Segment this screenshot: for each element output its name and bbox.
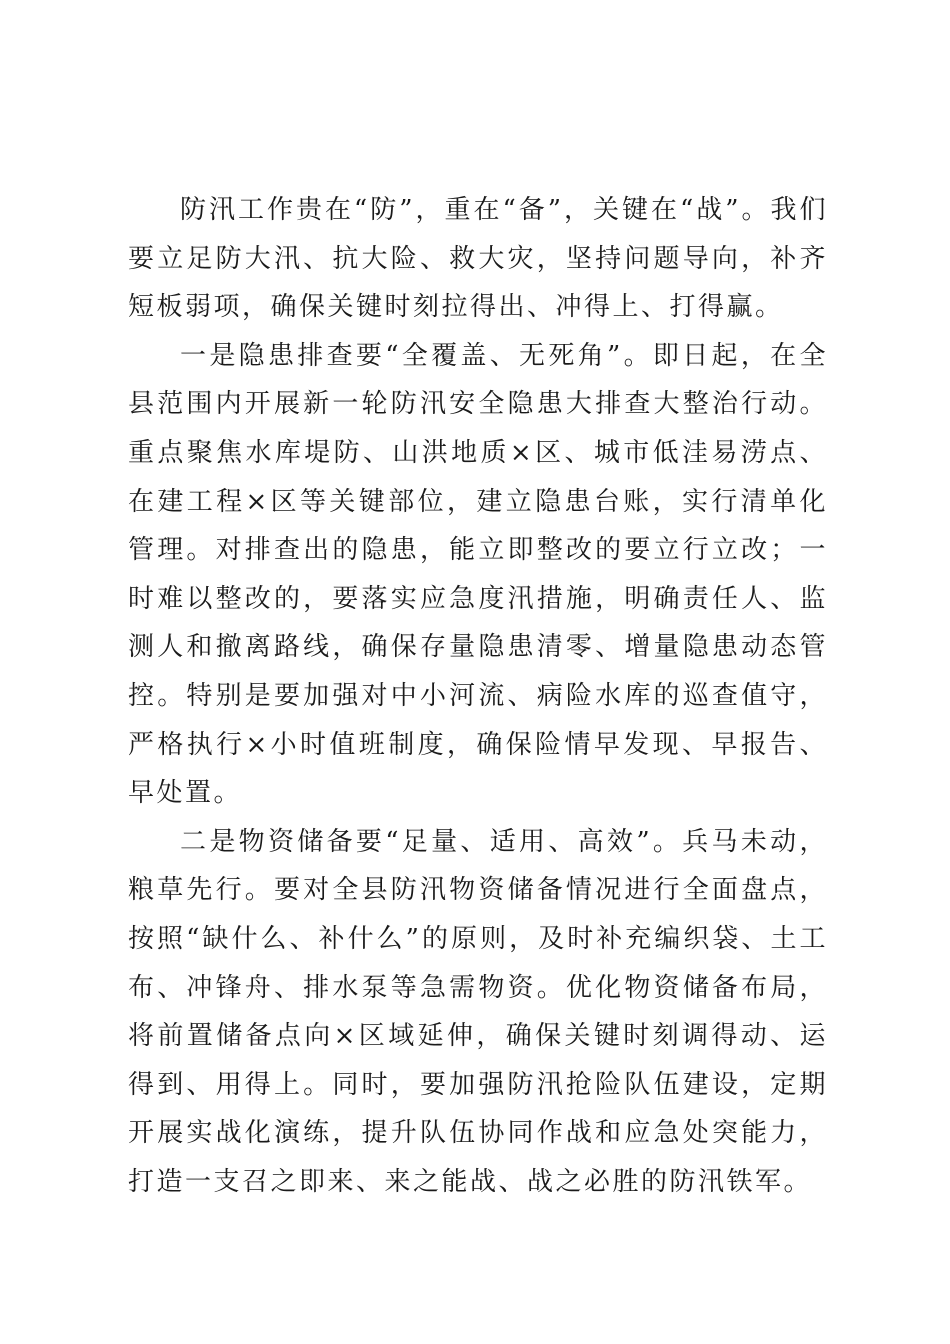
paragraph-hazard-inspection: 一是隐患排查要“全覆盖、无死角”。即日起，在全县范围内开展新一轮防汛安全隐患大排查大整治行动。重点聚焦水库堤防、山洪地质×区、城市低洼易涝点、在建工程×区等关键部位，建立隐患台账，实行清单化管理。对排查出的隐患，能立即整改的要立行立改；一时难以整改的，要落实应急度汛措施，明确责任人、监测人和撤离路线，确保存量隐患清零、增量隐患动态管控。特别是要加强对中小河流、病险水库的巡查值守，严格执行×小时值班制度，确保险情早发现、早报告、早处置。 (128, 340, 828, 809)
paragraph-material-reserve: 二是物资储备要“足量、适用、高效”。兵马未动，粮草先行。要对全县防汛物资储备情况进行全面盘点，按照“缺什么、补什么”的原则，及时补充编织袋、土工布、冲锋舟、排水泵等急需物资。优化物资储备布局，将前置储备点向×区域延伸，确保关键时刻调得动、运得到、用得上。同时，要加强防汛抢险队伍建设，定期开展实战化演练，提升队伍协同作战和应急处突能力，打造一支召之即来、来之能战、战之必胜的防汛铁军。 (128, 826, 828, 1197)
document-body (128, 186, 828, 1206)
paragraph-intro: 防汛工作贵在“防”，重在“备”，关键在“战”。我们要立足防大汛、抗大险、救大灾，坚持问题导向，补齐短板弱项，确保关键时刻拉得出、冲得上、打得赢。 (128, 195, 828, 323)
